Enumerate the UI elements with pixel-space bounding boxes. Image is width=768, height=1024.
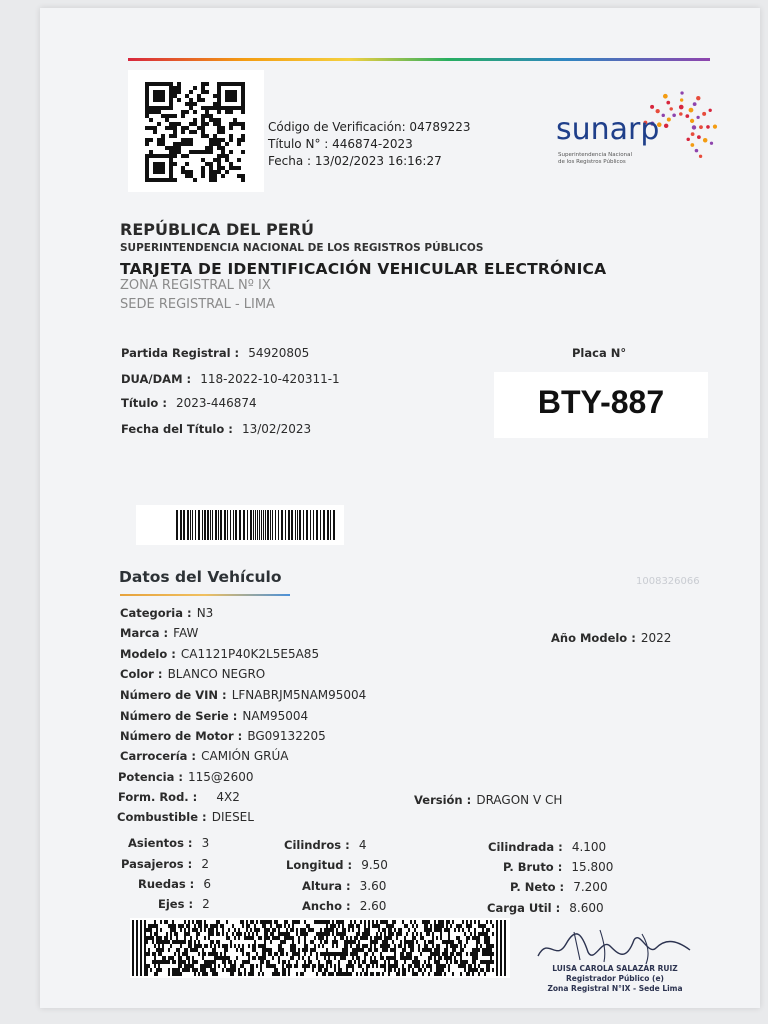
dua-label: DUA/DAM :	[121, 372, 192, 386]
fecha-label: Fecha del Título :	[121, 422, 233, 436]
partida-label: Partida Registral :	[121, 346, 240, 360]
carga-label: Carga Util :	[487, 901, 561, 915]
altura-value: 3.60	[359, 879, 387, 893]
color-label: Color :	[120, 667, 163, 681]
pneto-value: 7.200	[573, 880, 608, 894]
longitud-value: 9.50	[361, 858, 388, 872]
serie-label: Número de Serie :	[120, 709, 238, 723]
pasajeros-row	[121, 853, 209, 872]
potencia-label: Potencia :	[118, 770, 183, 784]
small-barcode	[136, 505, 344, 545]
registry-zone: ZONA REGISTRAL Nº IX	[120, 278, 271, 293]
modelo-value: CA1121P40K2L5E5A85	[180, 647, 320, 661]
document-title: TARJETA DE IDENTIFICACIÓN VEHICULAR ELECTRÓNICA	[120, 260, 607, 278]
sunarp-logo	[552, 86, 724, 182]
qr-code	[128, 70, 264, 192]
carroceria-row	[120, 745, 289, 764]
cilindros-value: 4	[358, 838, 367, 852]
plate-box	[494, 372, 708, 438]
altura-row	[302, 875, 386, 894]
version-value: DRAGON V CH	[476, 793, 563, 807]
brand-tagline-1: Superintendencia Nacional	[558, 152, 632, 158]
ancho-row	[302, 895, 386, 914]
cilindrada-label: Cilindrada :	[488, 840, 563, 854]
carroceria-value: CAMIÓN GRÚA	[201, 749, 289, 763]
verification-code: Código de Verificación: 04789223	[268, 120, 471, 134]
combustible-value: DIESEL	[211, 810, 254, 824]
ejes-value: 2	[202, 897, 210, 911]
formrod-value: 4X2	[216, 790, 240, 804]
categoria-value: N3	[196, 606, 214, 620]
pasajeros-label: Pasajeros :	[121, 857, 193, 871]
signature-scribble-icon	[530, 926, 700, 968]
ruedas-value: 6	[203, 877, 212, 891]
ejes-label: Ejes :	[158, 897, 194, 911]
pbruto-value: 15.800	[571, 860, 614, 874]
signer-role: Registrador Público (e)	[566, 974, 664, 983]
potencia-value: 115@2600	[188, 770, 254, 784]
asientos-label: Asientos :	[128, 836, 193, 850]
version-label: Versión :	[414, 793, 472, 807]
carroceria-label: Carrocería :	[120, 749, 197, 763]
potencia-row	[118, 766, 253, 785]
section-title: Datos del Vehículo	[119, 568, 282, 586]
pasajeros-value: 2	[201, 857, 209, 871]
motor-label: Número de Motor :	[120, 729, 243, 743]
asientos-row	[128, 832, 209, 851]
anio-value: 2022	[640, 631, 672, 645]
partida-row	[121, 342, 309, 361]
dua-row	[121, 368, 340, 387]
issue-date: Fecha : 13/02/2023 16:16:27	[268, 154, 442, 168]
marca-value: FAW	[173, 626, 199, 640]
qr-code-icon	[142, 80, 248, 184]
anio-label: Año Modelo :	[551, 631, 636, 645]
altura-label: Altura :	[302, 879, 351, 893]
cilindros-row	[284, 834, 366, 853]
categoria-row	[120, 602, 213, 621]
longitud-label: Longitud :	[286, 858, 353, 872]
color-value: BLANCO NEGRO	[167, 667, 266, 681]
serie-value: NAM95004	[242, 709, 309, 723]
ghost-number: 1008326066	[636, 576, 700, 587]
modelo-label: Modelo :	[120, 647, 176, 661]
ejes-row	[158, 893, 210, 912]
registry-seat: SEDE REGISTRAL - LIMA	[120, 297, 275, 312]
asientos-value: 3	[201, 836, 210, 850]
titulo-value: 2023-446874	[176, 396, 257, 410]
pdf417-icon	[132, 920, 508, 976]
plate-number: BTY-887	[537, 384, 665, 420]
motor-value: BG09132205	[247, 729, 326, 743]
titulo-row	[121, 392, 257, 411]
brand-name: sunarp	[556, 112, 660, 147]
signer-office: Zona Registral N°IX - Sede Lima	[547, 984, 683, 993]
section-underline	[120, 594, 290, 596]
version-row	[414, 789, 562, 808]
fecha-row	[121, 418, 311, 437]
combustible-label: Combustible :	[117, 810, 207, 824]
formrod-label: Form. Rod. :	[118, 790, 198, 804]
country-heading: REPÚBLICA DEL PERÚ	[120, 220, 314, 239]
anio-row	[551, 627, 671, 646]
barcode-icon	[176, 510, 336, 540]
ruedas-label: Ruedas :	[138, 877, 195, 891]
cilindros-label: Cilindros :	[284, 838, 350, 852]
serie-row	[120, 705, 308, 724]
formrod-row	[118, 786, 240, 805]
motor-row	[120, 725, 326, 744]
pdf417-barcode	[130, 918, 510, 978]
modelo-row	[120, 643, 319, 662]
ancho-value: 2.60	[359, 899, 387, 913]
dua-value: 118-2022-10-420311-1	[200, 372, 340, 386]
plate-label: Placa N°	[572, 346, 627, 360]
vin-value: LFNABRJM5NAM95004	[231, 688, 367, 702]
vin-row	[120, 684, 366, 703]
signature-block	[530, 926, 700, 998]
marca-row	[120, 622, 198, 641]
partida-value: 54920805	[248, 346, 310, 360]
pneto-row	[510, 876, 608, 895]
ruedas-row	[138, 873, 211, 892]
ancho-label: Ancho :	[302, 899, 351, 913]
signer-name: LUISA CAROLA SALAZAR RUIZ	[552, 964, 678, 973]
pbruto-row	[503, 856, 613, 875]
carga-value: 8.600	[569, 901, 604, 915]
longitud-row	[286, 854, 388, 873]
color-row	[120, 663, 265, 682]
color-stripe	[128, 58, 710, 61]
pbruto-label: P. Bruto :	[503, 860, 563, 874]
agency-heading: SUPERINTENDENCIA NACIONAL DE LOS REGISTROS PÚBLICOS	[120, 242, 484, 254]
combustible-row	[117, 806, 254, 825]
fecha-value: 13/02/2023	[241, 422, 312, 436]
pneto-label: P. Neto :	[510, 880, 565, 894]
vin-label: Número de VIN :	[120, 688, 227, 702]
brand-tagline-2: de los Registros Públicos	[558, 159, 626, 165]
title-number: Título N° : 446874-2023	[268, 137, 413, 151]
marca-label: Marca :	[120, 626, 169, 640]
titulo-label: Título :	[121, 396, 167, 410]
cilindrada-row	[488, 836, 606, 855]
cilindrada-value: 4.100	[571, 840, 607, 854]
carga-row	[487, 897, 604, 916]
categoria-label: Categoria :	[120, 606, 192, 620]
